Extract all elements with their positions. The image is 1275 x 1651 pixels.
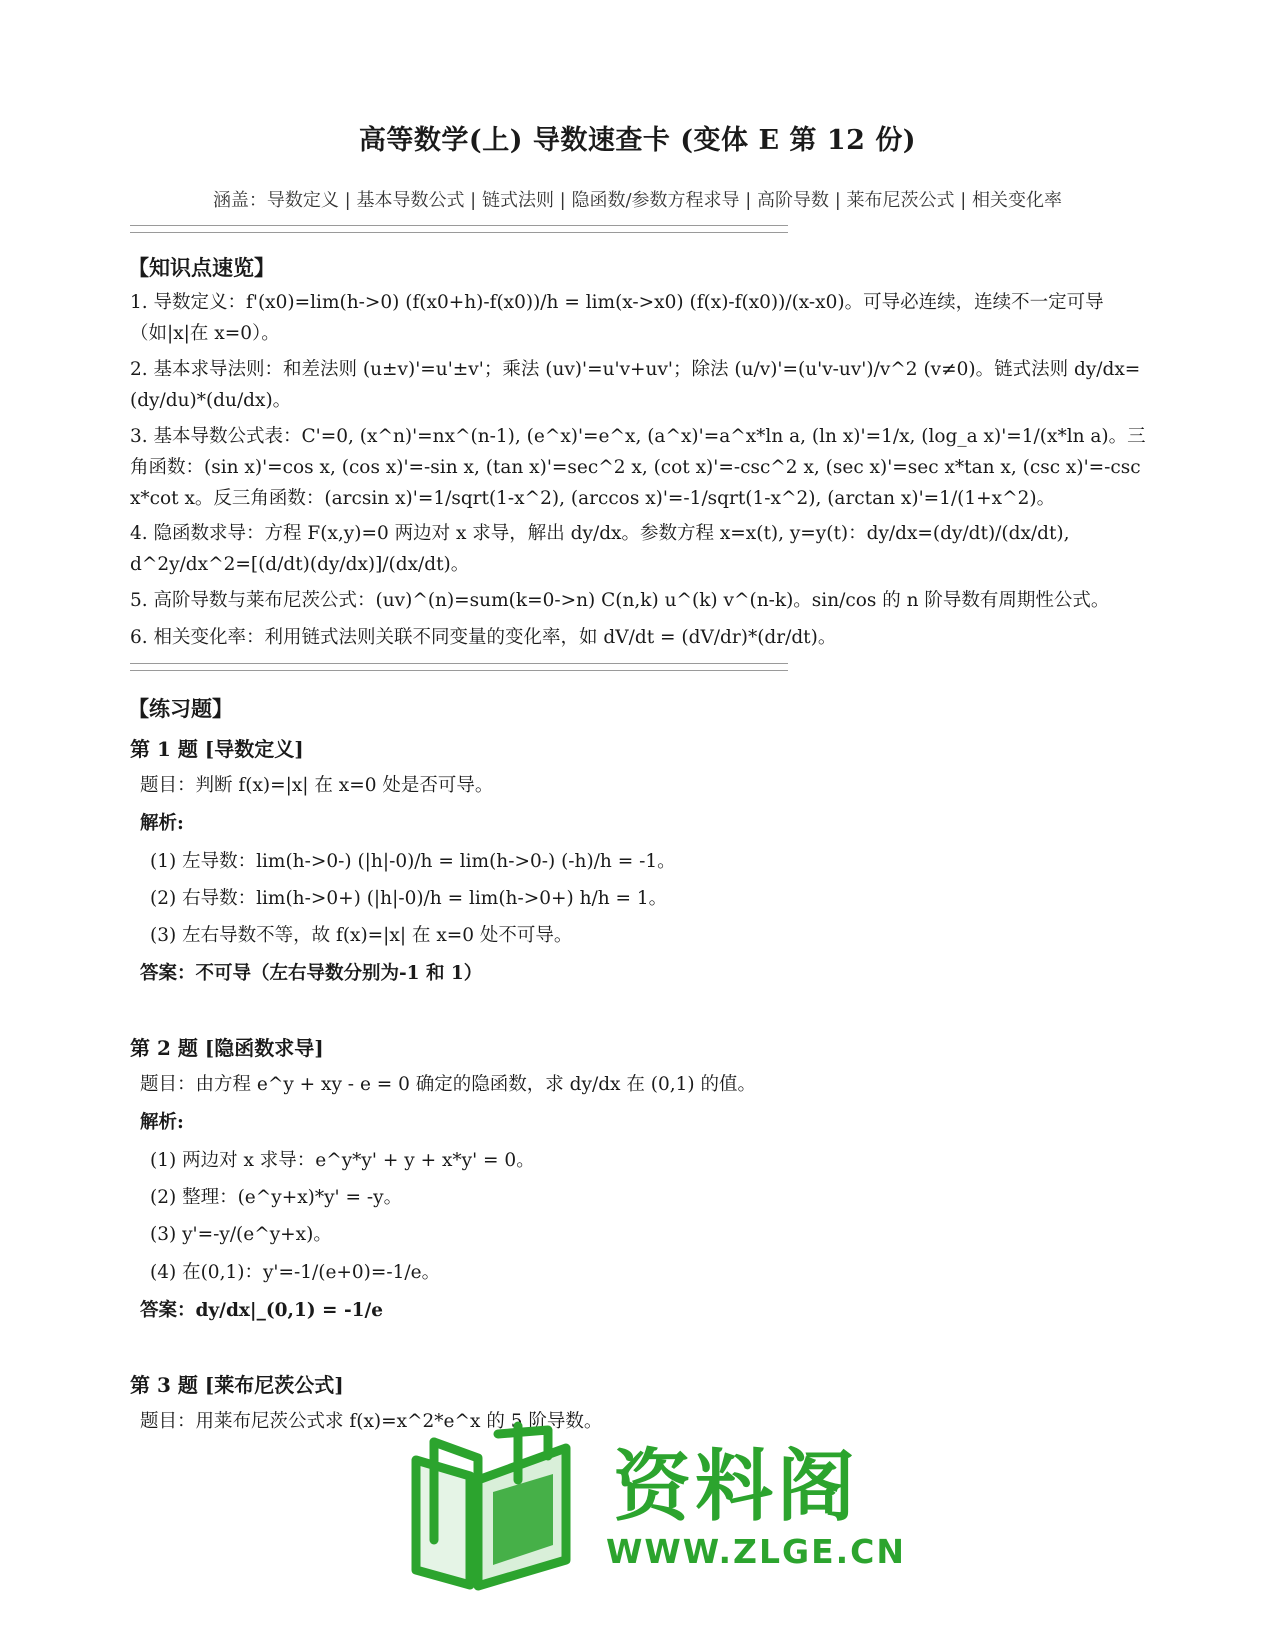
question-2-analysis-label: 解析: [140, 1112, 184, 1133]
question-3-title: 第 3 题 [莱布尼茨公式] [130, 1373, 344, 1397]
knowledge-item-2: 2. 基本求导法则：和差法则 (u±v)'=u'±v'；乘法 (uv)'=u'v+uv'；除法 (u/v)'=(u'v-uv')/v^2 (v≠0)。链式法则 dy/dx=(dy/du)*(du/dx)。 [130, 359, 1141, 411]
divider [130, 225, 788, 233]
knowledge-item-3: 3. 基本导数公式表：C'=0, (x^n)'=nx^(n-1), (e^x)'=e^x, (a^x)'=a^x*ln a, (ln x)'=1/x, (log_a x)'=1/(x*ln a)。三角函数：(sin x)'=cos x, (cos x)'=-sin x, (tan x)'=sec^2 x, (cot x)'=-csc^2 x, (sec x)'=sec x*tan x, (csc x)'=-csc x*cot x。反三角函数：(arcsin x)'=1/sqrt(1-x^2), (arccos x)'=-1/sqrt(1-x^2), (arctan x)'=1/(1+x^2)。 [130, 426, 1146, 509]
question-2-step-3: (3) y'=-y/(e^y+x)。 [150, 1224, 332, 1245]
question-1-step-3: (3) 左右导数不等，故 f(x)=|x| 在 x=0 处不可导。 [150, 925, 573, 946]
knowledge-item-4: 4. 隐函数求导：方程 F(x,y)=0 两边对 x 求导，解出 dy/dx。参数方程 x=x(t), y=y(t)：dy/dx=(dy/dt)/(dx/dt), d^2y/dx^2=[(d/dt)(dy/dx)]/(dx/dt)。 [130, 523, 1070, 575]
question-2-problem: 题目：由方程 e^y + xy - e = 0 确定的隐函数，求 dy/dx 在 (0,1) 的值。 [140, 1074, 756, 1095]
question-1-problem: 题目：判断 f(x)=|x| 在 x=0 处是否可导。 [140, 775, 494, 796]
page-title: 高等数学(上) 导数速查卡 (变体 E 第 12 份) [358, 125, 917, 156]
question-1-title: 第 1 题 [导数定义] [130, 737, 304, 761]
question-2-answer: 答案：dy/dx|_(0,1) = -1/e [140, 1300, 384, 1321]
page-subtitle: 涵盖：导数定义 | 基本导数公式 | 链式法则 | 隐函数/参数方程求导 | 高阶导数 | 莱布尼茨公式 | 相关变化率 [212, 190, 1063, 211]
question-2-step-1: (1) 两边对 x 求导：e^y*y' + y + x*y' = 0。 [150, 1150, 535, 1171]
knowledge-item-6: 6. 相关变化率：利用链式法则关联不同变量的变化率，如 dV/dt = (dV/dr)*(dr/dt)。 [130, 627, 837, 648]
watermark-url: WWW.ZLGE.CN [606, 1532, 907, 1571]
question-3-problem: 题目：用莱布尼茨公式求 f(x)=x^2*e^x 的 5 阶导数。 [140, 1411, 603, 1432]
question-1-step-2: (2) 右导数：lim(h->0+) (|h|-0)/h = lim(h->0+) h/h = 1。 [150, 888, 668, 909]
watermark [398, 1420, 907, 1595]
knowledge-item-5: 5. 高阶导数与莱布尼茨公式：(uv)^(n)=sum(k=0->n) C(n,k) u^(k) v^(n-k)。sin/cos 的 n 阶导数有周期性公式。 [130, 590, 1110, 611]
open-book-logo-icon [398, 1420, 598, 1595]
question-2-step-4: (4) 在(0,1)：y'=-1/(e+0)=-1/e。 [150, 1262, 441, 1283]
knowledge-heading: 【知识点速览】 [128, 255, 275, 280]
divider [130, 663, 788, 671]
question-2-title: 第 2 题 [隐函数求导] [130, 1036, 324, 1060]
question-1-step-1: (1) 左导数：lim(h->0-) (|h|-0)/h = lim(h->0-) (-h)/h = -1。 [150, 851, 676, 872]
watermark-text: 资料阁 [613, 1442, 860, 1532]
question-1-answer: 答案：不可导（左右导数分别为-1 和 1） [140, 963, 483, 984]
practice-heading: 【练习题】 [128, 696, 233, 721]
question-2-step-2: (2) 整理：(e^y+x)*y' = -y。 [150, 1187, 403, 1208]
question-1-analysis-label: 解析: [140, 813, 184, 834]
knowledge-item-1: 1. 导数定义：f'(x0)=lim(h->0) (f(x0+h)-f(x0))/h = lim(x->x0) (f(x)-f(x0))/(x-x0)。可导必连续，连续不一定可导（如|x|在 x=0）。 [130, 292, 1104, 344]
